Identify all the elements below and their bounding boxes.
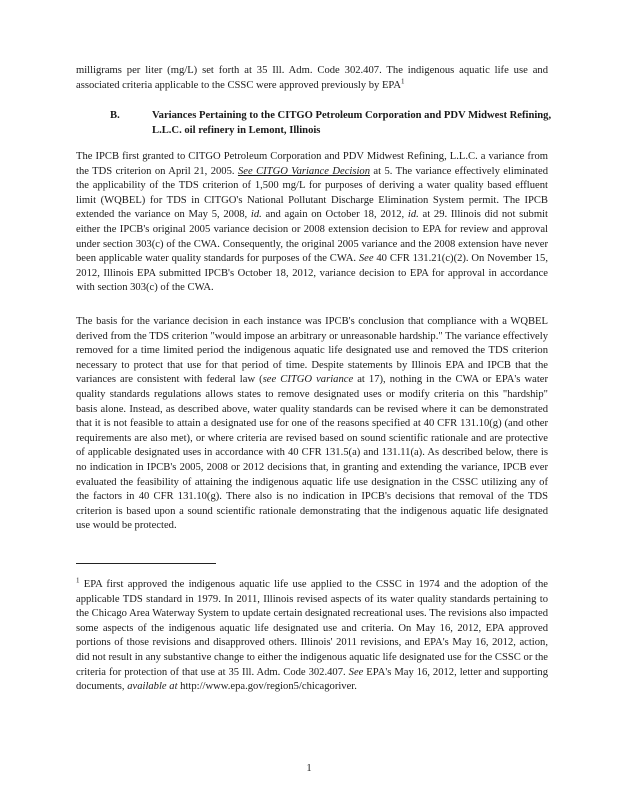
citation: id. [407, 209, 419, 221]
footnote-separator [76, 563, 216, 564]
section-letter: B. [110, 110, 120, 121]
citation: See [348, 666, 364, 678]
paragraph-citgo-variance-history: The IPCB first granted to CITGO Petroleum Corporation and PDV Midwest Refining, L.L.C. a variance from the TDS criterion on April 21, 2005. See CITGO Variance Decision at 5. The variance effectively eliminated the applicability of the TDS criterion of 1,500 mg/L for purposes of deriving a water quality based effluent limit (WQBEL) for TDS in CITGO's National Pollutant Discharge Elimination System permit. The IPCB extended the variance on May 5, 2008, id. and again on October 18, 2012, id. at 29. Illinois did not submit either the IPCB's original 2005 variance decision or 2008 extension decision to EPA for review and approval under section 303(c) of the CWA. Consequently, the original 2005 variance and the 2008 extension have never been applicable water quality standards for purposes of the CWA. See 40 CFR 131.21(c)(2). On November 15, 2012, Illinois EPA submitted IPCB's October 18, 2012, variance decision to EPA for approval in accordance with section 303(c) of the CWA. [76, 151, 548, 294]
citation: See [358, 253, 374, 265]
citation: see CITGO variance [262, 374, 354, 386]
citation: available at [127, 681, 178, 693]
page-number: 1 [306, 763, 312, 774]
intro-paragraph: milligrams per liter (mg/L) set forth at 35 Ill. Adm. Code 302.407. The indigenous aquatic life use and associated criteria applicable to the CSSC were approved previously by EPA$^1$ [76, 65, 548, 91]
footnote-url[interactable]: http://www.epa.gov/region5/chicagoriver. [177, 681, 357, 693]
section-heading-text: Variances Pertaining to the CITGO Petroleum Corporation and PDV Midwest Refining, L.L.C. oil refinery in Lemont, Illinois [152, 110, 552, 136]
paragraph-variance-basis: The basis for the variance decision in each instance was IPCB's conclusion that compliance with a WQBEL derived from the TDS criterion "would impose an arbitrary or unreasonable hardship." The variance effectively removed for a time limited period the indigenous aquatic life designated use and removed the TDS criterion necessary to protect that use for that period of time. Despite statements by Illinois EPA and IPCB that the variances are consistent with federal law (see CITGO variance at 17), nothing in the CWA or EPA's water quality standards regulations allows states to remove designated uses or modify criteria on this "hardship" basis alone. Instead, as described above, water quality standards can be revised where it can be demonstrated that it is not feasible to attain a designated use for one of the reasons specified at 40 CFR 131.10(g) (and other requirements are also met), or where criteria are revised based on sound scientific rationale and are protective of applicable designated uses in accordance with 40 CFR 131.5(a) and 131.11(a). As described below, there is no indication in IPCB's 2005, 2008 or 2012 decisions that, in granting and extending the variance, IPCB ever evaluated the feasibility of attaining the indigenous aquatic life use designation in the CSSC utilizing any of the factors in 40 CFR 131.10(g). There also is no indication in IPCB's decisions that removal of the TDS criterion is based upon a sound scientific rationale demonstrating that the indigenous aquatic life designated use would be protected. [76, 316, 548, 532]
footnote: $^1$ EPA first approved the indigenous aquatic life use applied to the CSSC in 1974 and the adoption of the applicable TDS standard in 1979. In 2011, Illinois revised aspects of its water quality standards pertaining to the Chicago Area Waterway System to update certain designated recreational uses. The revisions also impacted some aspects of the indigenous aquatic life designated use and criteria. On May 16, 2012, EPA approved portions of those revisions and disapproved others. Illinois' 2011 revisions, and EPA's May 16, 2012, action, did not result in any substantive change to either the indigenous aquatic life designated use for the CSSC or the criteria for protection of that use at 35 Ill. Adm. Code 302.407. See EPA's May 16, 2012, letter and supporting documents, available at http://www.epa.gov/region5/chicagoriver. [76, 576, 549, 693]
footnote-number: 1 [76, 576, 80, 585]
citation: See CITGO Variance Decision [237, 165, 370, 177]
citation: id. [250, 209, 262, 221]
footnote-reference[interactable]: 1 [401, 77, 405, 86]
